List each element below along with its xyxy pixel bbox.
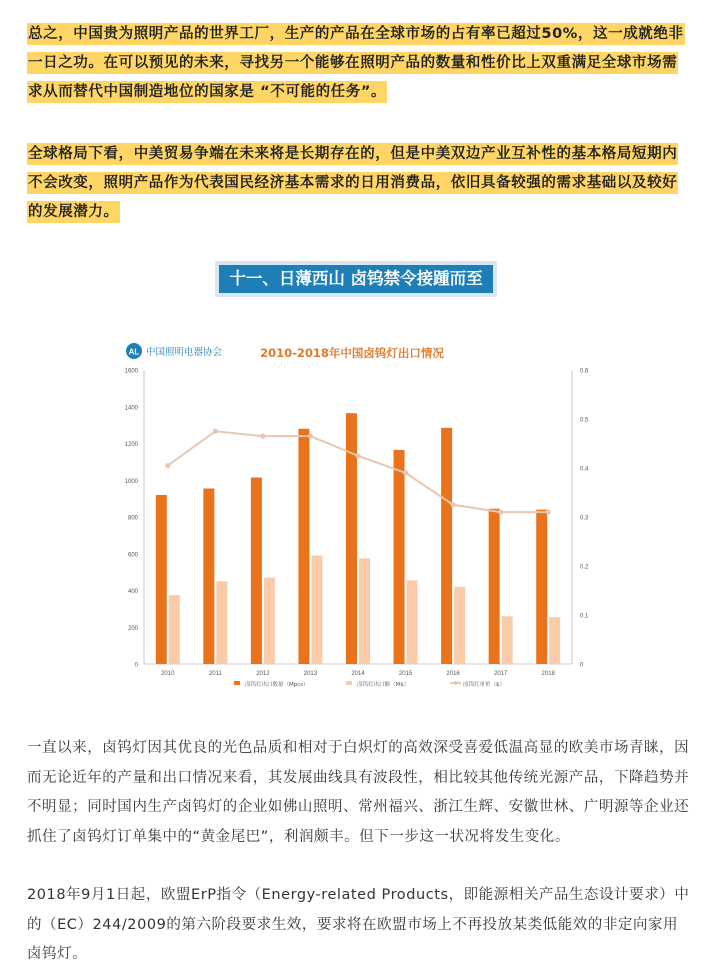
bar-export-quantity [489,509,500,664]
paragraph-1-text: 总之，中国贵为照明产品的世界工厂，生产的产品在全球市场的占有率已超过50%，这一成就绝非一日之功。在可以预见的未来，寻找另一个能够在照明产品的数量和性价比上双重满足全球市场需求从而替代中国制造地位的国家是 “不可能的任务”。 [27,23,685,103]
logo-text: 中国照明电器协会 [146,347,223,358]
line-point-unit-price [498,510,503,515]
x-tick-label: 2015 [398,671,413,677]
bar-export-value [311,556,322,664]
y-right-tick-label: 0.2 [580,564,589,571]
x-tick-label: 2016 [446,671,460,677]
line-unit-price [168,431,548,512]
y-right-tick-label: 0.3 [580,515,589,522]
y-right-tick-label: 0.1 [580,613,589,620]
section-heading-box [215,261,497,297]
x-tick-label: 2017 [493,671,508,677]
bar-export-quantity [298,429,309,664]
y-right-tick-label: 0.6 [580,368,589,375]
legend-swatch [234,681,240,685]
bar-export-value [502,616,513,664]
y-left-tick-label: 1200 [124,442,138,448]
line-point-unit-price [308,434,313,439]
bar-export-value [454,587,465,664]
paragraph-3: 一直以来，卤钨灯因其优良的光色品质和相对于白炽灯的高效深受喜爱低温高显的欧美市场青睐，因而无论近年的产量和出口情况来看，其发展曲线具有波段性，相比较其他传统光源产品，下降趋势并不明显；同时国内生产卤钨灯的企业如佛山照明、常州福兴、浙江生辉、安徽世林、广明源等企业还抓住了卤钨灯订单集中的“黄金尾巴”，利润颇丰。但下一步这一状况将发生变化。 [27,740,690,845]
y-right-tick-label: 0.5 [580,417,589,424]
bar-export-quantity [536,510,547,664]
logo-mark: AL [128,347,140,357]
legend-label: 卤钨灯出口额（M$） [357,682,410,688]
chart-logo [126,343,223,359]
bar-export-quantity [394,450,405,664]
x-tick-label: 2014 [351,671,365,677]
y-right-tick-label: 0.4 [580,466,589,473]
bar-export-value [169,595,180,664]
legend-swatch-point [454,681,458,685]
bar-export-value [264,578,275,664]
y-left-tick-label: 200 [127,625,138,632]
bar-export-quantity [203,489,214,664]
line-point-unit-price [403,470,408,475]
line-point-unit-price [546,510,551,515]
y-left-tick-label: 1400 [124,405,138,412]
export-chart [116,336,598,696]
y-left-tick-label: 400 [127,589,138,595]
line-point-unit-price [260,434,265,439]
y-left-tick-label: 600 [127,552,138,559]
line-point-unit-price [213,429,218,434]
line-point-unit-price [451,502,456,507]
paragraph-2-text: 全球格局下看，中美贸易争端在未来将是长期存在的，但是中美双边产业互补性的基本格局短期内不会改变，照明产品作为代表国民经济基本需求的日用消费品，依旧具备较强的需求基础以及较好的发展潜力。 [27,143,678,223]
y-left-tick-label: 1600 [124,368,138,375]
bar-export-quantity [251,477,262,664]
line-point-unit-price [355,453,360,458]
highlighted-paragraph-1 [27,20,691,107]
paragraph-4: 2018年9月1日起，欧盟ErP指令（Energy-related Products，即能源相关产品生态设计要求）中的（EC）244/2009的第六阶段要求生效，要求将在欧盟市场上不再投放某类低能效的非定向家用卤钨灯。 [27,887,690,962]
chart-title: 2010-2018年中国卤钨灯出口情况 [260,346,444,360]
bar-export-value [407,580,418,664]
x-tick-label: 2012 [256,671,270,677]
x-tick-label: 2018 [541,671,555,677]
y-right-tick-label: 0 [580,662,584,669]
bar-export-value [549,617,560,664]
y-left-tick-label: 0 [134,662,138,669]
chart-svg [116,336,598,696]
bar-export-value [216,581,227,664]
bar-export-value [359,558,370,664]
x-tick-label: 2013 [303,671,318,677]
highlighted-paragraph-2 [27,140,691,227]
y-left-tick-label: 1000 [124,478,138,485]
legend-swatch [346,681,352,685]
bar-export-quantity [441,428,452,664]
legend-label: 卤钨灯出口数量（Mpcs） [245,682,309,688]
legend-label: 卤钨灯单价（$） [463,682,505,688]
x-tick-label: 2010 [161,671,175,677]
section-heading: 十一、日薄西山 卤钨禁令接踵而至 [219,265,493,293]
x-tick-label: 2011 [208,671,222,677]
bar-export-quantity [156,495,167,664]
line-point-unit-price [165,463,170,468]
y-left-tick-label: 800 [127,515,138,522]
